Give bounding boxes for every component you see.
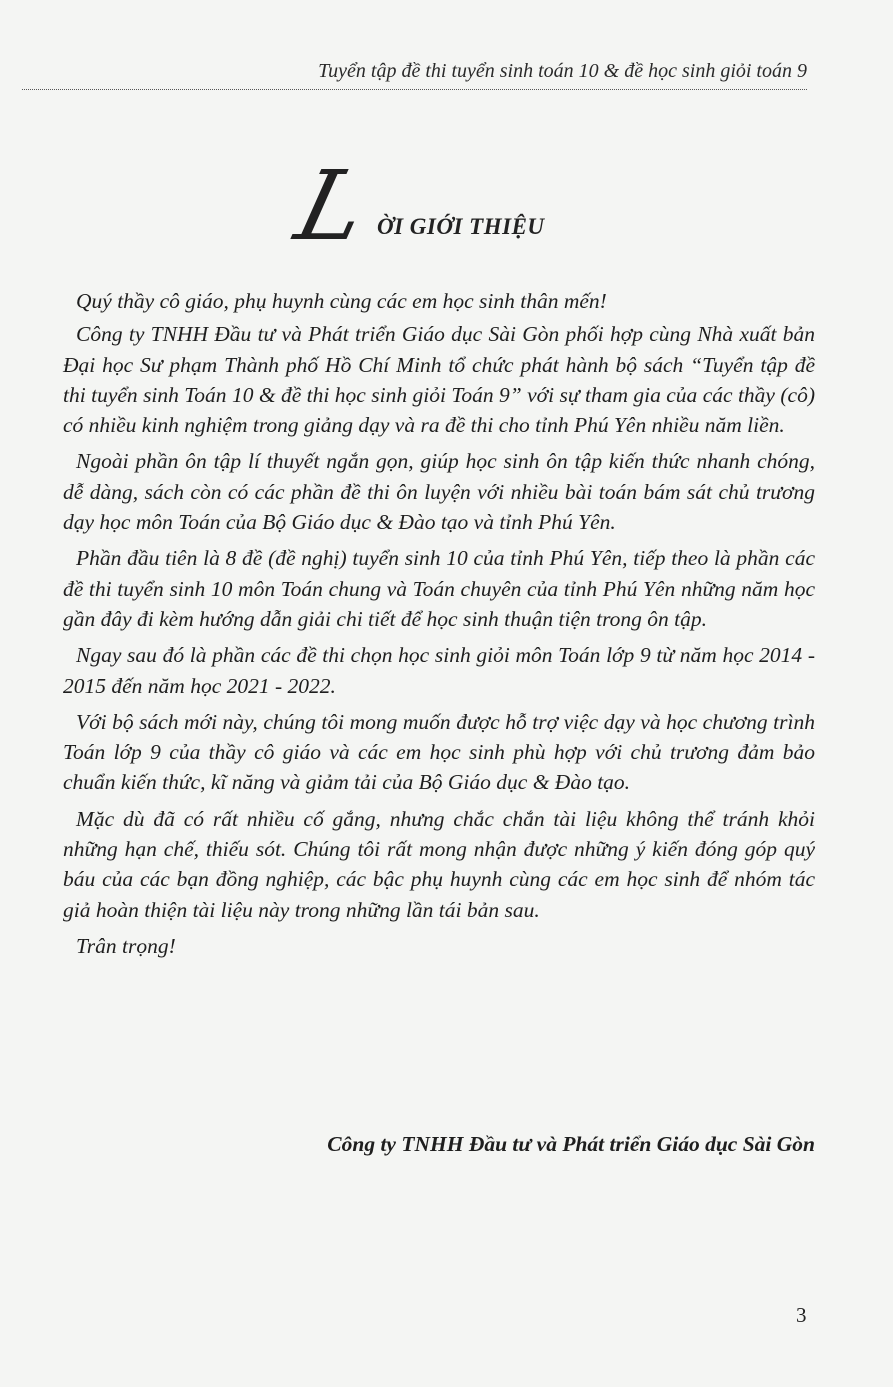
running-header: Tuyển tập đề thi tuyển sinh toán 10 & đề học sinh giỏi toán 9 — [22, 60, 807, 90]
title-text: ỜI GIỚI THIỆU — [377, 214, 545, 239]
closing: Trân trọng! — [76, 933, 176, 958]
introduction-body — [63, 286, 815, 967]
page-title — [286, 150, 620, 268]
paragraph-3: Phần đầu tiên là 8 đề (đề nghị) tuyển sinh 10 của tỉnh Phú Yên, tiếp theo là phần các đề thi tuyển sinh 10 môn Toán chung và Toán chuyên của tỉnh Phú Yên những năm học gần đây đi kèm hướng dẫn giải chi tiết để học sinh thuận tiện trong ôn tập. — [63, 546, 815, 631]
greeting: Quý thầy cô giáo, phụ huynh cùng các em học sinh thân mến! — [76, 289, 607, 313]
paragraph-2: Ngoài phần ôn tập lí thuyết ngắn gọn, giúp học sinh ôn tập kiến thức nhanh chóng, dễ dàng, sách còn có các phần đề thi ôn luyện với nhiều bài toán bám sát chủ trương dạy học môn Toán của Bộ Giáo dục & Đào tạo và tỉnh Phú Yên. — [63, 449, 815, 535]
signature: Công ty TNHH Đầu tư và Phát triển Giáo dục Sài Gòn — [327, 1132, 815, 1156]
paragraph-1: Công ty TNHH Đầu tư và Phát triển Giáo dục Sài Gòn phối hợp cùng Nhà xuất bản Đại học Sư phạm Thành phố Hồ Chí Minh tổ chức phát hành bộ sách “Tuyển tập đề thi tuyển sinh Toán 10 & đề thi học sinh giỏi Toán 9” với sự tham gia của các thầy (cô) có nhiều kinh nghiệm trong giảng dạy và ra đề thi cho tỉnh Phú Yên nhiều năm liền. — [63, 322, 815, 438]
page-number: 3 — [796, 1303, 807, 1327]
paragraph-6: Mặc dù đã có rất nhiều cố gắng, nhưng chắc chắn tài liệu không thể tránh khỏi những hạn chế, thiếu sót. Chúng tôi rất mong nhận được những ý kiến đóng góp quý báu của các bạn đồng nghiệp, các bậc phụ huynh cùng các em học sinh để nhóm tác giả hoàn thiện tài liệu này trong những lần tái bản sau. — [63, 806, 815, 922]
paragraph-4: Ngay sau đó là phần các đề thi chọn học sinh giỏi môn Toán lớp 9 từ năm học 2014 - 2015 đến năm học 2021 - 2022. — [63, 643, 815, 698]
paragraph-5: Với bộ sách mới này, chúng tôi mong muốn được hỗ trợ việc dạy và học chương trình Toán lớp 9 của thầy cô giáo và các em học sinh phù hợp với chủ trương đảm bảo chuẩn kiến thức, kĩ năng và giảm tải của Bộ Giáo dục & Đào tạo. — [63, 709, 815, 795]
title-decorative-initial: L — [286, 150, 378, 262]
